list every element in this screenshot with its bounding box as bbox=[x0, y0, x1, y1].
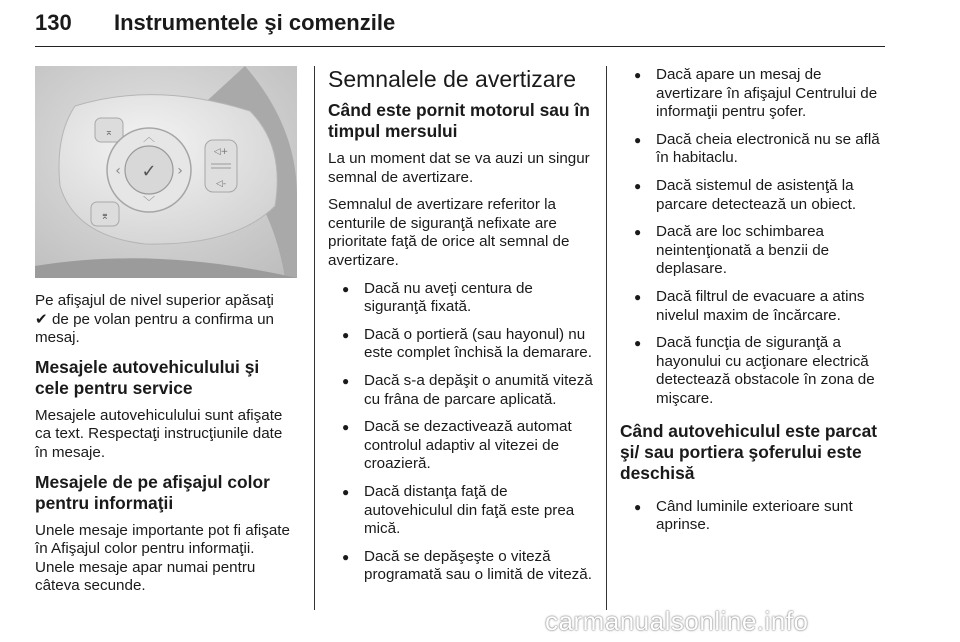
para-seatbelt-priority: Semnalul de avertizare referitor la centurile de siguranţă nefixate are prioritate faţă de orice alt semnal de avertizare. bbox=[328, 196, 570, 269]
column-middle bbox=[328, 66, 596, 594]
heading-color-display: Mesajele de pe afişajul color pentru informaţii bbox=[35, 471, 270, 513]
bullet-dot: ● bbox=[634, 225, 642, 240]
svg-text:‹: ‹ bbox=[115, 163, 121, 179]
section-title: Semnalele de avertizare bbox=[328, 66, 577, 92]
steering-wheel-controls-illustration bbox=[35, 66, 297, 278]
para-single-signal: La un moment dat se va auzi un singur semnal de avertizare. bbox=[328, 150, 590, 186]
para-color-display: Unele mesaje importante pot fi afişate în Afişajul color pentru informaţii. Unele mesaje apar numai pentru câteva secunde. bbox=[35, 521, 290, 595]
column-divider bbox=[606, 66, 607, 610]
bullet-dot: ● bbox=[634, 289, 642, 304]
heading-parked: Când autovehiculul este parcat şi/ sau portiera şoferului este deschisă bbox=[620, 420, 878, 483]
site-watermark: carmanualsonline.info bbox=[545, 606, 809, 636]
bullet-dot: ● bbox=[342, 327, 350, 342]
header-rule bbox=[35, 46, 885, 47]
check-icon: ✔ bbox=[35, 310, 48, 328]
subheading-engine-running: Când este pornit motorul sau în timpul mersului bbox=[328, 100, 590, 141]
warning-list bbox=[328, 280, 596, 585]
warning-list-cont bbox=[620, 66, 890, 409]
figure-caption bbox=[35, 292, 297, 348]
list-item: ● Dacă cheia electronică nu se află în habitaclu. bbox=[634, 130, 880, 167]
svg-text:◁-: ◁- bbox=[215, 179, 227, 189]
bullet-dot: ● bbox=[342, 373, 350, 388]
column-left bbox=[35, 292, 297, 605]
list-item: ● Dacă se dezactivează automat controlul adaptiv al vitezei de croazieră. bbox=[342, 418, 572, 473]
svg-text:◁+: ◁+ bbox=[213, 147, 229, 157]
bullet-dot: ● bbox=[634, 68, 642, 82]
bullet-dot: ● bbox=[634, 336, 642, 351]
list-item: ● Dacă sistemul de asistenţă la parcare detectează un obiect. bbox=[634, 176, 857, 213]
page-header bbox=[35, 4, 885, 48]
chapter-title: Instrumentele şi comenzile bbox=[114, 10, 396, 35]
parked-list bbox=[620, 498, 890, 535]
bullet-dot: ● bbox=[342, 281, 350, 296]
bullet-dot: ● bbox=[342, 420, 350, 435]
svg-text:⌆: ⌆ bbox=[100, 211, 110, 222]
list-item: ● Dacă nu aveţi centura de siguranţă fixată. bbox=[342, 279, 533, 316]
list-item: ● Dacă o portieră (sau hayonul) nu este complet închisă la demarare. bbox=[342, 325, 592, 362]
bullet-dot: ● bbox=[342, 549, 350, 564]
list-item: ● Dacă funcţia de siguranţă a hayonului cu acţionare electrică detectează obstacole în zona de mişcare. bbox=[634, 334, 875, 407]
list-item: ● Dacă filtrul de evacuare a atins nivelul maxim de încărcare. bbox=[634, 287, 865, 324]
svg-text:✓: ✓ bbox=[141, 161, 157, 182]
steering-wheel-figure bbox=[35, 66, 297, 278]
list-item: ● Dacă apare un mesaj de avertizare în afişajul Centrului de informaţii pentru şofer. bbox=[634, 66, 878, 121]
para-vehicle-messages: Mesajele autovehiculului sunt afişate ca text. Respectaţi instrucţiunile date în mesaje. bbox=[35, 406, 283, 461]
svg-text:⌅: ⌅ bbox=[104, 127, 114, 138]
list-item: ● Când luminile exterioare sunt aprinse. bbox=[634, 497, 853, 534]
caption-text-cont: de pe volan pentru a confirma un mesaj. bbox=[35, 310, 275, 347]
bullet-dot: ● bbox=[634, 178, 642, 193]
svg-text:﹀: ﹀ bbox=[142, 195, 156, 209]
page-number: 130 bbox=[35, 10, 72, 35]
heading-vehicle-messages: Mesajele autovehiculului şi cele pentru service bbox=[35, 356, 260, 398]
list-item: ● Dacă s-a depăşit o anumită viteză cu frâna de parcare aplicată. bbox=[342, 371, 593, 408]
svg-text:›: › bbox=[177, 163, 183, 179]
bullet-dot: ● bbox=[342, 484, 350, 499]
list-item: ● Dacă distanţa faţă de autovehiculul din faţă este prea mică. bbox=[342, 482, 575, 538]
bullet-dot: ● bbox=[634, 499, 642, 514]
svg-text:︿: ︿ bbox=[142, 130, 156, 144]
list-item: ● Dacă se depăşeşte o viteză programată sau o limită de viteză. bbox=[342, 547, 592, 584]
column-divider bbox=[314, 66, 315, 610]
bullet-dot: ● bbox=[634, 132, 642, 147]
caption-text: Pe afişajul de nivel superior apăsaţi bbox=[35, 292, 274, 309]
list-item: ● Dacă are loc schimbarea neintenţionată a benzii de deplasare. bbox=[634, 223, 830, 278]
column-right bbox=[620, 66, 890, 544]
